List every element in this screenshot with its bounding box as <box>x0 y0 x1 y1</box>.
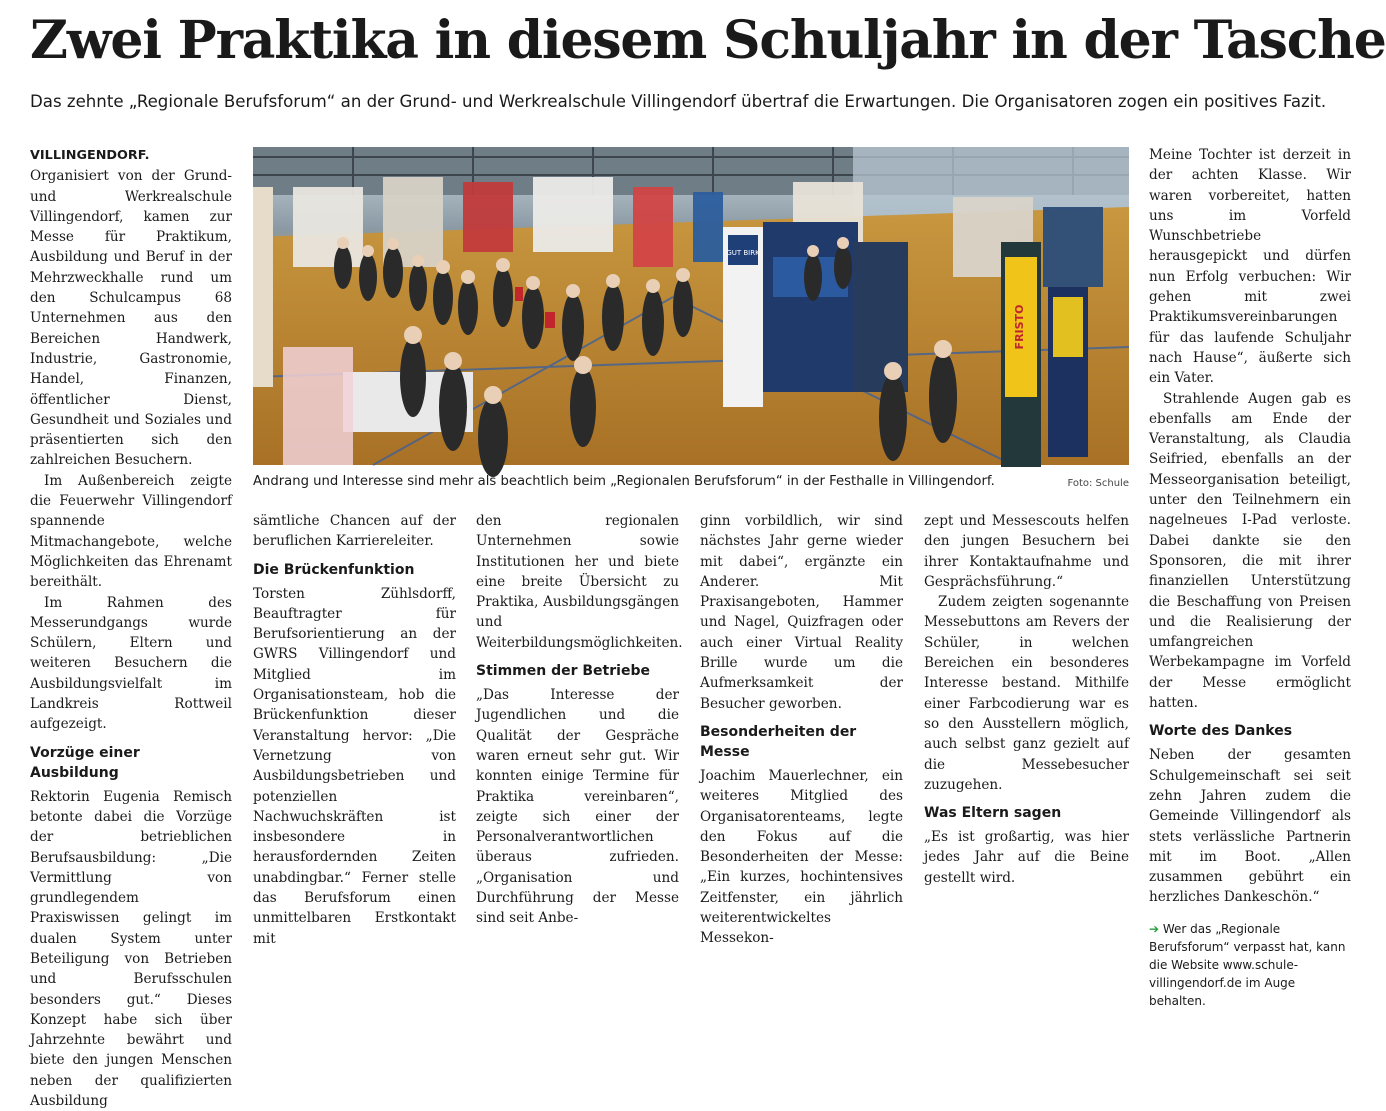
section-heading: Besonderheiten der Messe <box>700 723 857 760</box>
article-column-3 <box>476 511 683 927</box>
photo-credit: Foto: Schule <box>1067 478 1129 489</box>
caption-text: Andrang und Interesse sind mehr als beachtlich beim „Regionalen Berufsforum“ in der Festhalle in Villingendorf. <box>253 474 995 489</box>
website-note <box>1149 920 1351 1010</box>
article-paragraph: den regionalen Unternehmen sowie Institutionen her und biete eine breite Übersicht zu Praktika, Ausbildungsgängen und Weiterbildungsmöglichkeiten. <box>476 513 683 651</box>
website-note-text: Wer das „Regionale Berufsforum“ verpasst hat, kann die Website www.schule-villingendorf.de im Auge behalten. <box>1149 921 1346 1008</box>
arrow-icon: ➔ <box>1149 921 1160 936</box>
article-photo <box>253 147 1129 465</box>
article-paragraph: zept und Messescouts helfen den jungen Besuchern bei ihrer Kontaktaufnahme und Gesprächsführung.“ <box>924 513 1129 590</box>
fair-crowd-illustration <box>253 147 1129 465</box>
booth-sign-fristo: FRISTO <box>1013 304 1026 350</box>
article-paragraph: ginn vorbildlich, wir sind nächstes Jahr gerne wieder mit dabei“, ergänzte ein Anderer. Mit Praxisangeboten, Hammer und Nagel, Quizfragen oder auch einer Virtual Reality Brille wurde um die Aufmerksamkeit der Besucher geworben. <box>700 513 903 712</box>
article-column-6 <box>1149 145 1351 1008</box>
article-paragraph: Im Außenbereich zeigte die Feuerwehr Villingendorf spannende Mitmachangebote, welche Möglichkeiten das Ehrenamt bereithält. <box>30 472 232 591</box>
article-paragraph: Joachim Mauerlechner, ein weiteres Mitglied des Organisatorenteams, legte den Fokus auf die Besonderheiten der Messe: „Ein kurzes, hochintensives Zeitfenster, ein jährlich weiterentwickeltes Messekon- <box>700 767 903 947</box>
article-paragraph: „Das Interesse der Jugendlichen und die Qualität der Gespräche waren erneut sehr gut. Wir konnten einige Termine für Praktika vereinbaren“, zeigte sich einer der Personalverantwortlichen überaus zufrieden. „Organisation und Durchführung der Messe sind seit Anbe- <box>476 687 679 927</box>
section-heading: Was Eltern sagen <box>924 805 1062 822</box>
article-paragraph: Zudem zeigten sogenannte Messebuttons am Revers der Schüler, in welchen Bereichen ein besonderes Interesse bestand. Mithilfe einer Farbcodierung war es so den Ausstellern möglich, auch selbst ganz gezielt auf die Messebesucher zuzugehen. <box>924 594 1129 793</box>
article-paragraph: Rektorin Eugenia Remisch betonte dabei die Vorzüge der betrieblichen Berufsausbildung: „Die Vermittlung von grundlegendem Praxiswissen gelingt im dualen System unter Beteiligung von Betrieben und Berufsschulen besonders gut.“ Dieses Konzept habe sich über Jahrzehnte bewährt und biete den jungen Menschen neben der qualifizierten Ausbildung <box>30 788 232 1110</box>
article-paragraph: Torsten Zühlsdorff, Beauftragter für Berufsorientierung an der GWRS Villingendorf und Mitglied im Organisationsteam, hob die Brückenfunktion dieser Veranstaltung hervor: „Die Vernetzung von Ausbildungsbetrieben und potenziellen Nachwuchskräften ist insbesondere in herausfordernden Zeiten unabdingbar.“ Ferner stelle das Berufsforum einen unmittelbaren Erstkontakt mit <box>253 585 456 947</box>
article-column-2 <box>253 511 456 947</box>
article-paragraph: Meine Tochter ist derzeit in der achten Klasse. Wir waren vorbereitet, hatten uns im Vorfeld Wunschbetriebe herausgepickt und dürfen nun Erfolg verbuchen: Wir gehen mit zwei Praktikumsvereinbarungen für das laufende Schuljahr nach Hause“, äußerte sich ein Vater. <box>1149 147 1351 387</box>
headline: Zwei Praktika in diesem Schuljahr in der Tasche <box>30 10 1386 71</box>
booth-sign-gut-birk: GUT BIRK <box>726 249 760 257</box>
dateline: VILLINGENDORF. <box>30 148 150 163</box>
article-paragraph: „Es ist großartig, was hier jedes Jahr auf die Beine gestellt wird. <box>924 829 1129 886</box>
section-heading: Stimmen der Betriebe <box>476 663 650 680</box>
section-heading: Die Brückenfunktion <box>253 561 415 578</box>
article-paragraph: Strahlende Augen gab es ebenfalls am Ende der Veranstaltung, als Claudia Seifried, ebenfalls an der Messeorganisation beteiligt, unter den Teilnehmern ein nagelneues I-Pad verloste. Dabei dankte sie den Sponsoren, die mit ihrer finanziellen Unterstützung die Beschaffung von Preisen und die Realisierung der umfangreichen Werbekampagne im Vorfeld der Messe ermöglicht hatten. <box>1149 390 1351 712</box>
article-paragraph: Im Rahmen des Messerundgangs wurde Schülern, Eltern und weiteren Besuchern die Ausbildungsvielfalt im Landkreis Rottweil aufgezeigt. <box>30 594 232 733</box>
section-heading: Worte des Dankes <box>1149 723 1293 740</box>
article-paragraph: sämtliche Chancen auf der beruflichen Karriereleiter. <box>253 513 456 550</box>
article-column-1 <box>30 145 232 1110</box>
article-column-4 <box>700 511 903 947</box>
subheadline: Das zehnte „Regionale Berufsforum“ an der Grund- und Werkrealschule Villingendorf übertraf die Erwartungen. Die Organisatoren zogen ein positives Fazit. <box>30 92 1327 111</box>
article-column-5 <box>924 511 1129 886</box>
article-paragraph: VILLINGENDORF. Organisiert von der Grund- und Werkrealschule Villingendorf, kamen zur Messe für Praktikum, Ausbildung und Beruf in der Mehrzweckhalle rund um den Schulcampus 68 Unternehmen aus den Bereichen Handwerk, Industrie, Gastronomie, Handel, Finanzen, öffentlicher Dienst, Gesundheit und Soziales und präsentierten sich den zahlreichen Besuchern. <box>30 148 232 469</box>
photo-caption <box>253 472 1129 494</box>
section-heading: Vorzüge einer Ausbildung <box>30 744 140 781</box>
article-paragraph: Neben der gesamten Schulgemeinschaft sei seit zehn Jahren zudem die Gemeinde Villingendorf als stets verlässliche Partnerin mit im Boot. „Allen zusammen gebührt ein herzliches Dankeschön.“ <box>1149 747 1351 906</box>
